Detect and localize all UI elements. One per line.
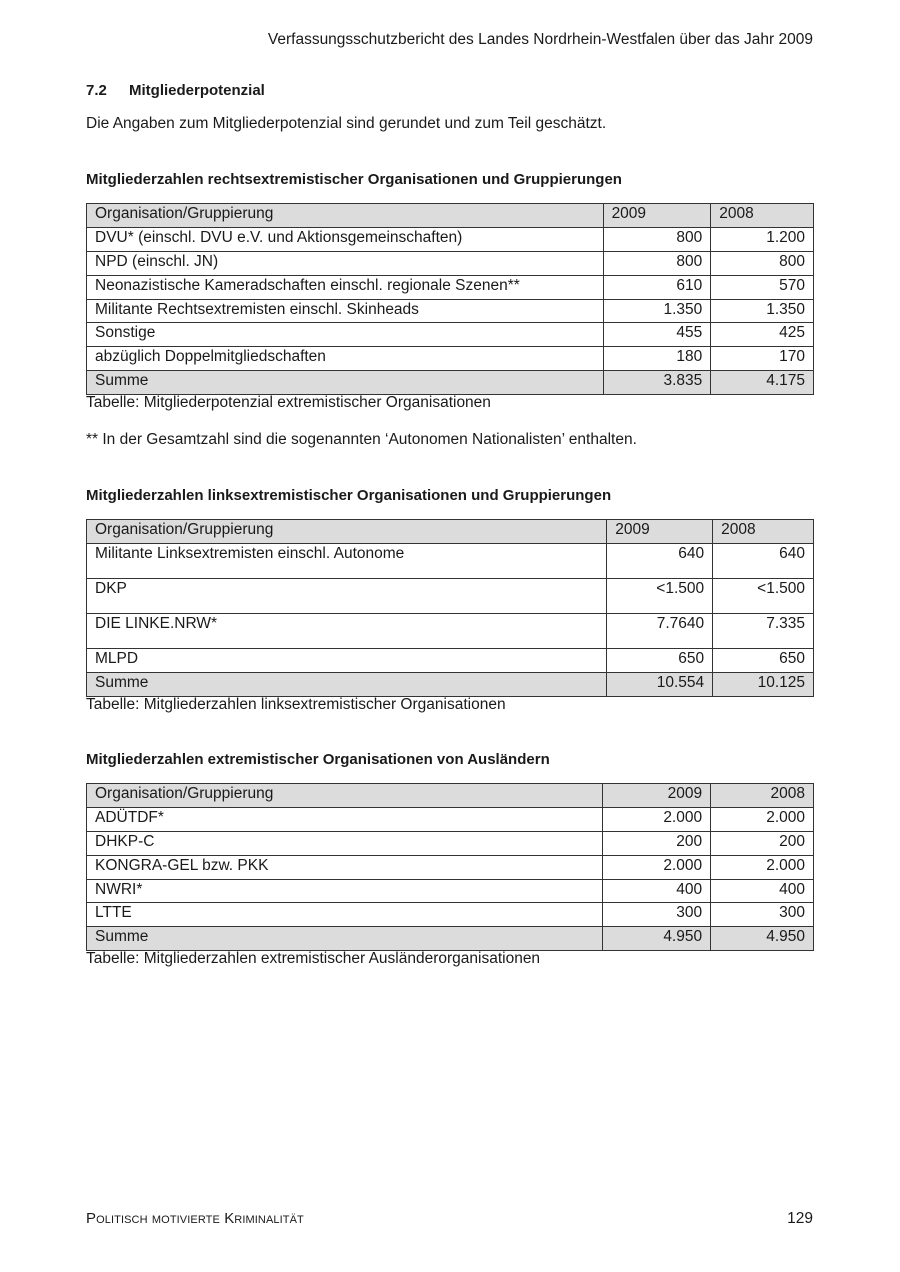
cell-2008: 400 xyxy=(711,879,814,903)
cell-2009: <1.500 xyxy=(607,579,713,614)
column-header-2009: 2009 xyxy=(607,520,713,544)
column-header-organisation: Organisation/Gruppierung xyxy=(87,784,603,808)
cell-2009: 610 xyxy=(603,275,711,299)
cell-organisation: LTTE xyxy=(87,903,603,927)
table-header-row xyxy=(87,784,814,808)
table-row xyxy=(87,275,814,299)
table-row xyxy=(87,879,814,903)
intro-paragraph: Die Angaben zum Mitgliederpotenzial sind gerundet und zum Teil geschätzt. xyxy=(86,115,607,132)
cell-organisation: ADÜTDF* xyxy=(87,807,603,831)
cell-organisation: abzüglich Doppelmitgliedschaften xyxy=(87,347,604,371)
cell-organisation: DKP xyxy=(87,579,607,614)
cell-organisation: DHKP-C xyxy=(87,831,603,855)
cell-2008: 570 xyxy=(711,275,814,299)
cell-2008: 640 xyxy=(713,543,814,578)
cell-organisation: Neonazistische Kameradschaften einschl. regionale Szenen** xyxy=(87,275,604,299)
table-row xyxy=(87,543,814,578)
section-number: 7.2 xyxy=(86,82,107,99)
column-header-organisation: Organisation/Gruppierung xyxy=(87,520,607,544)
table-row xyxy=(87,227,814,251)
table-row xyxy=(87,579,814,614)
table-title-left-extremist: Mitgliederzahlen linksextremistischer Organisationen und Gruppierungen xyxy=(86,487,612,504)
cell-2008: 200 xyxy=(711,831,814,855)
cell-total-label: Summe xyxy=(87,927,603,951)
cell-2008: 7.335 xyxy=(713,614,814,649)
cell-2009: 1.350 xyxy=(603,299,711,323)
cell-2009: 2.000 xyxy=(603,807,711,831)
running-header: Verfassungsschutzbericht des Landes Nordrhein-Westfalen über das Jahr 2009 xyxy=(267,31,813,48)
cell-total-2008: 4.950 xyxy=(711,927,814,951)
cell-total-label: Summe xyxy=(87,371,604,395)
cell-2008: <1.500 xyxy=(713,579,814,614)
cell-organisation: Sonstige xyxy=(87,323,604,347)
cell-2008: 2.000 xyxy=(711,855,814,879)
table-total-row xyxy=(87,371,814,395)
section-title: Mitgliederpotenzial xyxy=(129,82,265,99)
cell-2008: 800 xyxy=(711,251,814,275)
cell-2008: 170 xyxy=(711,347,814,371)
cell-total-2008: 4.175 xyxy=(711,371,814,395)
cell-total-2009: 3.835 xyxy=(603,371,711,395)
section-heading xyxy=(86,82,265,99)
column-header-2009: 2009 xyxy=(603,204,711,228)
cell-2009: 800 xyxy=(603,227,711,251)
cell-2008: 300 xyxy=(711,903,814,927)
cell-2008: 1.350 xyxy=(711,299,814,323)
cell-2008: 650 xyxy=(713,649,814,673)
column-header-2008: 2008 xyxy=(711,204,814,228)
table-caption-left-extremist: Tabelle: Mitgliederzahlen linksextremistischer Organisationen xyxy=(86,696,506,713)
footnote: ** In der Gesamtzahl sind die sogenannten ‘Autonomen Nationalisten’ enthalten. xyxy=(86,431,637,448)
cell-2008: 1.200 xyxy=(711,227,814,251)
table-row xyxy=(87,831,814,855)
cell-2009: 640 xyxy=(607,543,713,578)
cell-organisation: MLPD xyxy=(87,649,607,673)
cell-2009: 200 xyxy=(603,831,711,855)
table-title-foreigners: Mitgliederzahlen extremistischer Organisationen von Ausländern xyxy=(86,751,550,768)
table-row xyxy=(87,251,814,275)
table-header-row xyxy=(87,520,814,544)
column-header-2008: 2008 xyxy=(713,520,814,544)
table-total-row xyxy=(87,927,814,951)
cell-2008: 2.000 xyxy=(711,807,814,831)
cell-2009: 800 xyxy=(603,251,711,275)
table-row xyxy=(87,323,814,347)
table-title-right-extremist: Mitgliederzahlen rechtsextremistischer Organisationen und Gruppierungen xyxy=(86,171,622,188)
page-number: 129 xyxy=(787,1210,813,1227)
table-row xyxy=(87,649,814,673)
cell-2009: 7.7640 xyxy=(607,614,713,649)
table-row xyxy=(87,347,814,371)
cell-organisation: NWRI* xyxy=(87,879,603,903)
cell-2009: 180 xyxy=(603,347,711,371)
cell-total-2008: 10.125 xyxy=(713,673,814,697)
cell-2009: 650 xyxy=(607,649,713,673)
cell-total-2009: 10.554 xyxy=(607,673,713,697)
table-row xyxy=(87,903,814,927)
column-header-2009: 2009 xyxy=(603,784,711,808)
cell-organisation: Militante Rechtsextremisten einschl. Skinheads xyxy=(87,299,604,323)
cell-organisation: KONGRA-GEL bzw. PKK xyxy=(87,855,603,879)
cell-2009: 300 xyxy=(603,903,711,927)
table-left-extremist xyxy=(86,519,814,697)
table-caption-foreigners: Tabelle: Mitgliederzahlen extremistischer Ausländerorganisationen xyxy=(86,950,541,967)
cell-2008: 425 xyxy=(711,323,814,347)
table-row xyxy=(87,807,814,831)
cell-organisation: DVU* (einschl. DVU e.V. und Aktionsgemeinschaften) xyxy=(87,227,604,251)
cell-2009: 2.000 xyxy=(603,855,711,879)
table-foreign-extremist xyxy=(86,783,814,951)
cell-total-label: Summe xyxy=(87,673,607,697)
cell-2009: 455 xyxy=(603,323,711,347)
table-right-extremist xyxy=(86,203,814,395)
table-caption-right-extremist: Tabelle: Mitgliederpotenzial extremistischer Organisationen xyxy=(86,394,491,411)
table-row xyxy=(87,614,814,649)
cell-organisation: Militante Linksextremisten einschl. Autonome xyxy=(87,543,607,578)
column-header-2008: 2008 xyxy=(711,784,814,808)
cell-total-2009: 4.950 xyxy=(603,927,711,951)
table-row xyxy=(87,855,814,879)
column-header-organisation: Organisation/Gruppierung xyxy=(87,204,604,228)
cell-organisation: NPD (einschl. JN) xyxy=(87,251,604,275)
table-total-row xyxy=(87,673,814,697)
table-row xyxy=(87,299,814,323)
table-header-row xyxy=(87,204,814,228)
footer-chapter-title: Politisch motivierte Kriminalität xyxy=(86,1210,304,1227)
cell-2009: 400 xyxy=(603,879,711,903)
cell-organisation: DIE LINKE.NRW* xyxy=(87,614,607,649)
